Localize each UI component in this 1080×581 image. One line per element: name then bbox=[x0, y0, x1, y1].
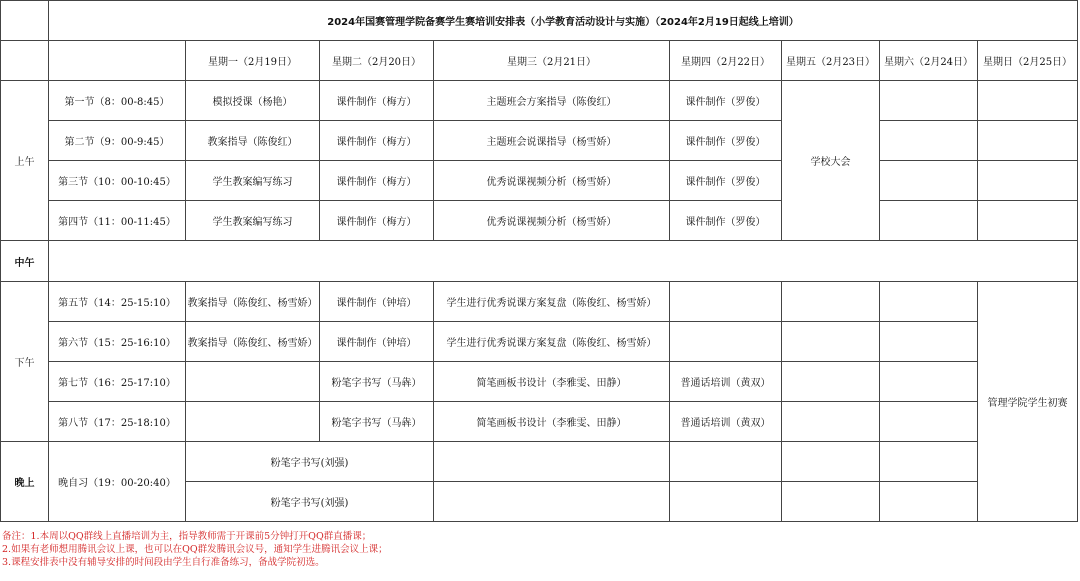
schedule-cell-empty bbox=[880, 201, 978, 241]
schedule-cell-empty bbox=[880, 121, 978, 161]
schedule-cell: 课件制作（梅方） bbox=[320, 161, 434, 201]
schedule-cell-empty bbox=[978, 81, 1078, 121]
schedule-cell: 简笔画板书设计（李雅雯、田静） bbox=[434, 362, 670, 402]
schedule-cell: 教案指导（陈俊红、杨雪娇） bbox=[186, 282, 320, 322]
schedule-cell-empty bbox=[186, 402, 320, 442]
schedule-cell: 优秀说课视频分析（杨雪娇） bbox=[434, 201, 670, 241]
schedule-cell-empty bbox=[670, 322, 782, 362]
notes-block bbox=[2, 530, 388, 569]
schedule-cell-empty bbox=[670, 482, 782, 522]
schedule-cell-empty bbox=[880, 442, 978, 482]
schedule-cell-empty bbox=[434, 482, 670, 522]
schedule-cell: 教案指导（陈俊红） bbox=[186, 121, 320, 161]
schedule-cell: 学生进行优秀说课方案复盘（陈俊红、杨雪娇） bbox=[434, 322, 670, 362]
schedule-cell-empty bbox=[186, 362, 320, 402]
schedule-cell: 学生进行优秀说课方案复盘（陈俊红、杨雪娇） bbox=[434, 282, 670, 322]
schedule-title: 2024年国赛管理学院备赛学生赛培训安排表（小学教育活动设计与实施）（2024年2月19日起线上培训） bbox=[49, 1, 1078, 41]
schedule-cell: 优秀说课视频分析（杨雪娇） bbox=[434, 161, 670, 201]
day-header-sun: 星期日（2月25日） bbox=[978, 41, 1078, 81]
slot-label: 第二节（9：00-9:45） bbox=[49, 121, 186, 161]
schedule-cell: 粉笔字书写（马犇） bbox=[320, 402, 434, 442]
schedule-cell-empty bbox=[434, 442, 670, 482]
slot-label: 第三节（10：00-10:45） bbox=[49, 161, 186, 201]
note-line: 备注：1.本周以QQ群线上直播培训为主，指导教师需于开课前5分钟打开QQ群直播课； bbox=[2, 531, 372, 542]
day-header-fri: 星期五（2月23日） bbox=[782, 41, 880, 81]
schedule-cell-empty bbox=[880, 282, 978, 322]
schedule-cell: 课件制作（梅方） bbox=[320, 81, 434, 121]
slot-label: 第六节（15：25-16:10） bbox=[49, 322, 186, 362]
schedule-cell: 课件制作（罗俊） bbox=[670, 81, 782, 121]
schedule-cell-empty bbox=[782, 322, 880, 362]
note-line: 2.如果有老师想用腾讯会议上课，也可以在QQ群发腾讯会议号，通知学生进腾讯会议上课； bbox=[2, 544, 388, 555]
slot-label: 第一节（8：00-8:45） bbox=[49, 81, 186, 121]
header-blank bbox=[1, 41, 49, 81]
schedule-cell-fri-morning: 学校大会 bbox=[782, 81, 880, 241]
note-line: 3.课程安排表中没有辅导安排的时间段由学生自行准备练习，备战学院初选。 bbox=[2, 557, 325, 568]
corner-cell bbox=[1, 1, 49, 41]
schedule-cell-evening: 粉笔字书写(刘强) bbox=[186, 482, 434, 522]
schedule-cell-empty bbox=[978, 201, 1078, 241]
schedule-cell: 课件制作（钟培） bbox=[320, 322, 434, 362]
schedule-cell: 学生教案编写练习 bbox=[186, 201, 320, 241]
period-noon: 中午 bbox=[1, 241, 49, 282]
schedule-cell-empty bbox=[880, 482, 978, 522]
schedule-cell: 课件制作（钟培） bbox=[320, 282, 434, 322]
period-morning: 上午 bbox=[1, 81, 49, 241]
day-header-mon: 星期一（2月19日） bbox=[186, 41, 320, 81]
schedule-cell-empty bbox=[880, 161, 978, 201]
schedule-cell: 普通话培训（黄双） bbox=[670, 362, 782, 402]
slot-label: 第七节（16：25-17:10） bbox=[49, 362, 186, 402]
schedule-cell: 粉笔字书写（马犇） bbox=[320, 362, 434, 402]
schedule-cell: 学生教案编写练习 bbox=[186, 161, 320, 201]
slot-label: 第八节（17：25-18:10） bbox=[49, 402, 186, 442]
day-header-thu: 星期四（2月22日） bbox=[670, 41, 782, 81]
schedule-cell-empty bbox=[880, 81, 978, 121]
schedule-cell: 课件制作（罗俊） bbox=[670, 121, 782, 161]
header-blank bbox=[49, 41, 186, 81]
noon-row-empty bbox=[49, 241, 1078, 282]
schedule-cell: 主题班会说课指导（杨雪娇） bbox=[434, 121, 670, 161]
schedule-cell: 主题班会方案指导（陈俊红） bbox=[434, 81, 670, 121]
slot-label: 第四节（11：00-11:45） bbox=[49, 201, 186, 241]
schedule-cell-empty bbox=[782, 402, 880, 442]
schedule-cell-empty bbox=[978, 161, 1078, 201]
schedule-cell-evening: 粉笔字书写(刘强) bbox=[186, 442, 434, 482]
schedule-cell: 普通话培训（黄双） bbox=[670, 402, 782, 442]
schedule-cell-empty bbox=[880, 402, 978, 442]
schedule-cell: 模拟授课（杨艳） bbox=[186, 81, 320, 121]
schedule-cell: 课件制作（罗俊） bbox=[670, 161, 782, 201]
schedule-cell: 课件制作（梅方） bbox=[320, 121, 434, 161]
schedule-cell-sun-afternoon: 管理学院学生初赛 bbox=[978, 282, 1078, 522]
period-afternoon: 下午 bbox=[1, 282, 49, 442]
schedule-cell-empty bbox=[880, 362, 978, 402]
schedule-cell-empty bbox=[880, 322, 978, 362]
schedule-cell-empty bbox=[782, 442, 880, 482]
slot-label: 晚自习（19：00-20:40） bbox=[49, 442, 186, 522]
slot-label: 第五节（14：25-15:10） bbox=[49, 282, 186, 322]
schedule-cell: 课件制作（梅方） bbox=[320, 201, 434, 241]
schedule-cell: 课件制作（罗俊） bbox=[670, 201, 782, 241]
day-header-sat: 星期六（2月24日） bbox=[880, 41, 978, 81]
schedule-cell: 教案指导（陈俊红、杨雪娇） bbox=[186, 322, 320, 362]
day-header-tue: 星期二（2月20日） bbox=[320, 41, 434, 81]
schedule-cell-empty bbox=[978, 121, 1078, 161]
schedule-cell-empty bbox=[670, 282, 782, 322]
period-evening: 晚上 bbox=[1, 442, 49, 522]
schedule-cell-empty bbox=[782, 282, 880, 322]
day-header-wed: 星期三（2月21日） bbox=[434, 41, 670, 81]
schedule-cell: 简笔画板书设计（李雅雯、田静） bbox=[434, 402, 670, 442]
schedule-cell-empty bbox=[782, 362, 880, 402]
schedule-cell-empty bbox=[670, 442, 782, 482]
schedule-cell-empty bbox=[782, 482, 880, 522]
